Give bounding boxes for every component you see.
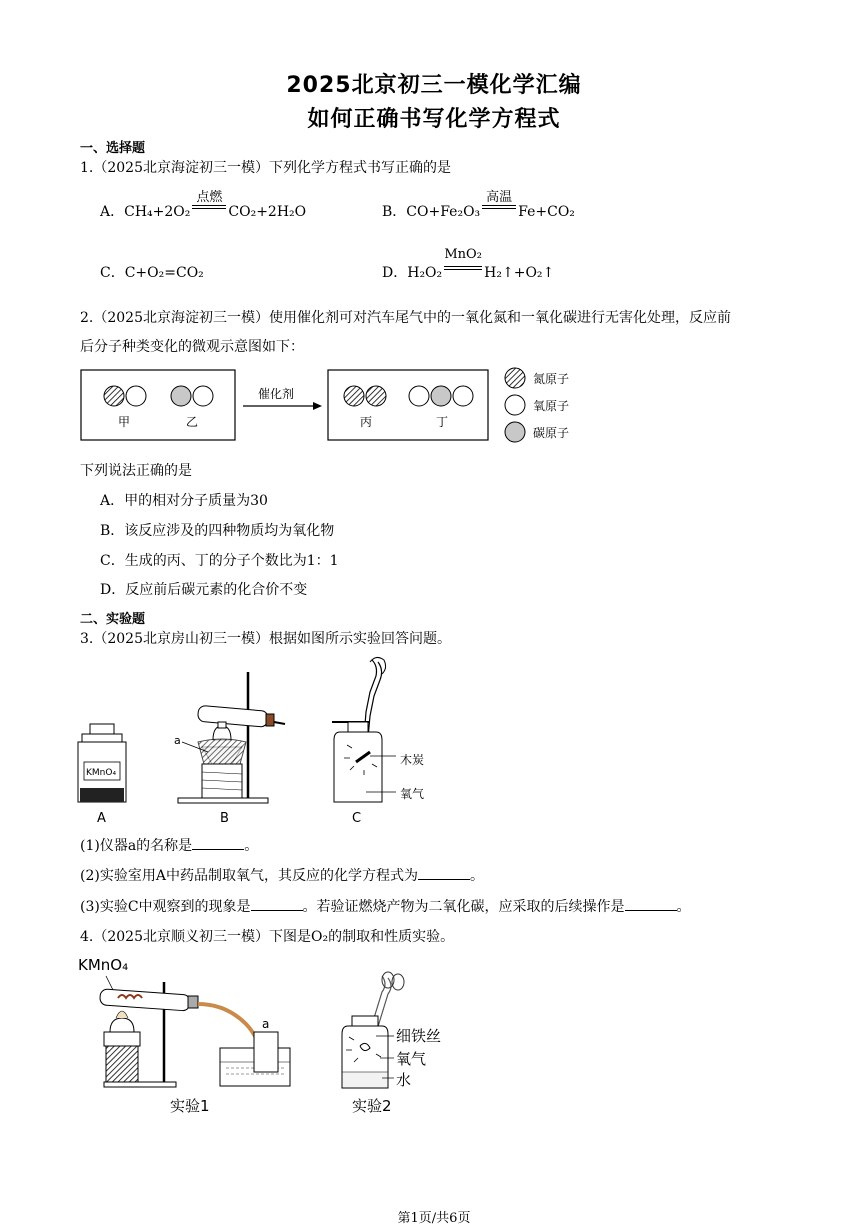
q1-c-label: C．: [100, 265, 125, 281]
q4-instrument-a-label: a: [262, 1017, 270, 1031]
mol-jia-label: 甲: [118, 415, 131, 429]
legend-oxygen-label: 氧原子: [533, 399, 570, 413]
q3-sub2-end: 。: [469, 868, 484, 884]
legend-nitrogen-label: 氮原子: [533, 372, 570, 386]
reactants-box: [81, 370, 235, 440]
charcoal-label: 木炭: [400, 753, 425, 767]
reaction-arrowhead: [313, 402, 322, 410]
q1-a-left: CH₄+2O₂: [124, 204, 191, 220]
q1-b-cond-text: 高温: [486, 190, 513, 205]
ding-oxygen-atom-2: [453, 386, 473, 406]
q1-a-label: A．: [100, 204, 125, 220]
q2-option-a: A．甲的相对分子质量为30: [100, 493, 268, 509]
heating-apparatus-b: [174, 672, 285, 803]
figure-label-b: B: [220, 811, 229, 826]
q1-d-left: H₂O₂: [407, 265, 443, 281]
q2-option-d: D．反应前后碳元素的化合价不变: [100, 582, 308, 598]
jia-oxygen-atom: [126, 386, 146, 406]
q1-d-cond-text: MnO₂: [444, 247, 482, 262]
q3-sub1: [80, 835, 258, 855]
experiment-1-setup: [100, 976, 290, 1087]
q1-a-right: CO₂+2H₂O: [228, 204, 307, 220]
mol-ding-label: 丁: [436, 415, 449, 429]
q3-sub1-blank[interactable]: [192, 837, 244, 850]
section-heading-experiment: 二、实验题: [80, 612, 146, 627]
q1-b-left: CO+Fe₂O₃: [406, 204, 481, 220]
q3-apparatus-figure: [70, 652, 450, 832]
instrument-a-label: a: [174, 734, 181, 747]
q4-oxygen-label: 氧气: [396, 1050, 427, 1068]
ding-carbon-atom: [431, 386, 451, 406]
q3-sub2-text: (2)实验室用A中药品制取氧气，其反应的化学方程式为: [80, 868, 418, 884]
gas-bottle-c: [332, 657, 424, 802]
q3-sub3-mid: 。若验证燃烧产物为二氧化碳，应采取的后续操作是: [302, 899, 625, 915]
page-number: 第1页/共6页: [397, 1211, 471, 1226]
ding-oxygen-atom-1: [409, 386, 429, 406]
q2-stem-line1: 2.（2025北京海淀初三一模）使用催化剂可对汽车尾气中的一氧化氮和一氧化碳进行无害化处理，反应前: [80, 310, 731, 326]
experiment-2-label: 实验2: [352, 1097, 392, 1115]
oxygen-label: 氧气: [400, 787, 425, 801]
q1-option-a: [100, 190, 307, 221]
section-heading-choice: 一、选择题: [80, 141, 146, 156]
legend-carbon-label: 碳原子: [533, 426, 570, 440]
yi-carbon-atom: [171, 386, 191, 406]
q3-sub2: [80, 865, 484, 885]
experiment-1-label: 实验1: [170, 1097, 210, 1115]
iron-wire-label: 细铁丝: [396, 1027, 442, 1045]
q4-stem: 4.（2025北京顺义初三一模）下图是O₂的制取和性质实验。: [80, 929, 455, 945]
q1-b-condition: [480, 190, 518, 216]
document-title: 2025北京初三一模化学汇编: [286, 73, 582, 98]
mol-yi-label: 乙: [186, 415, 199, 429]
q3-sub3-blank-2[interactable]: [625, 898, 677, 911]
q1-a-condition: [190, 190, 228, 216]
q1-c-equation: C+O₂=CO₂: [124, 265, 204, 281]
q2-option-c: C．生成的丙、丁的分子个数比为1：1: [100, 553, 339, 569]
q1-option-d: [382, 247, 555, 282]
figure-label-c: C: [352, 811, 362, 826]
document-subtitle: 如何正确书写化学方程式: [307, 107, 561, 132]
q1-option-c: [100, 262, 204, 282]
q2-option-b: B．该反应涉及的四种物质均为氧化物: [100, 523, 335, 539]
bing-nitrogen-atom-2: [366, 386, 386, 406]
q1-b-right: Fe+CO₂: [518, 204, 575, 220]
q3-sub3-text: (3)实验C中观察到的现象是: [80, 899, 251, 915]
bing-nitrogen-atom-1: [344, 386, 364, 406]
catalyst-label: 催化剂: [258, 387, 295, 401]
q1-a-cond-text: 点燃: [196, 190, 223, 205]
kmno4-label: KMnO₄: [78, 956, 129, 974]
q3-sub2-blank[interactable]: [418, 867, 470, 880]
q1-option-b: [382, 190, 575, 221]
legend-oxygen-atom: [505, 395, 525, 415]
q2-stem-line2: 后分子种类变化的微观示意图如下：: [80, 339, 304, 355]
legend-carbon-atom: [505, 422, 525, 442]
q3-sub3-end: 。: [676, 899, 691, 915]
figure-label-a: A: [97, 811, 106, 826]
yi-oxygen-atom: [193, 386, 213, 406]
q2-micro-diagram: [78, 364, 598, 446]
bottle-label: KMnO₄: [86, 768, 117, 778]
q1-d-condition: [442, 247, 484, 277]
experiment-2-setup: [342, 972, 441, 1089]
legend-nitrogen-atom: [505, 368, 525, 388]
q1-b-label: B．: [382, 204, 407, 220]
water-label: 水: [396, 1071, 412, 1089]
q1-d-label: D．: [382, 265, 408, 281]
q2-prompt: 下列说法正确的是: [80, 463, 192, 479]
q3-sub3: [80, 896, 691, 916]
q3-sub1-text: (1)仪器a的名称是: [80, 838, 193, 854]
q3-stem: 3.（2025北京房山初三一模）根据如图所示实验回答问题。: [80, 631, 451, 647]
q3-sub3-blank-1[interactable]: [251, 898, 303, 911]
q1-stem: 1.（2025北京海淀初三一模）下列化学方程式书写正确的是: [80, 160, 451, 176]
jia-nitrogen-atom: [104, 386, 124, 406]
q1-d-right: H₂↑+O₂↑: [484, 265, 555, 281]
reagent-bottle-a: [78, 724, 126, 802]
q4-apparatus-figure: [76, 948, 476, 1123]
mol-bing-label: 丙: [360, 415, 373, 429]
q3-sub1-end: 。: [244, 838, 259, 854]
